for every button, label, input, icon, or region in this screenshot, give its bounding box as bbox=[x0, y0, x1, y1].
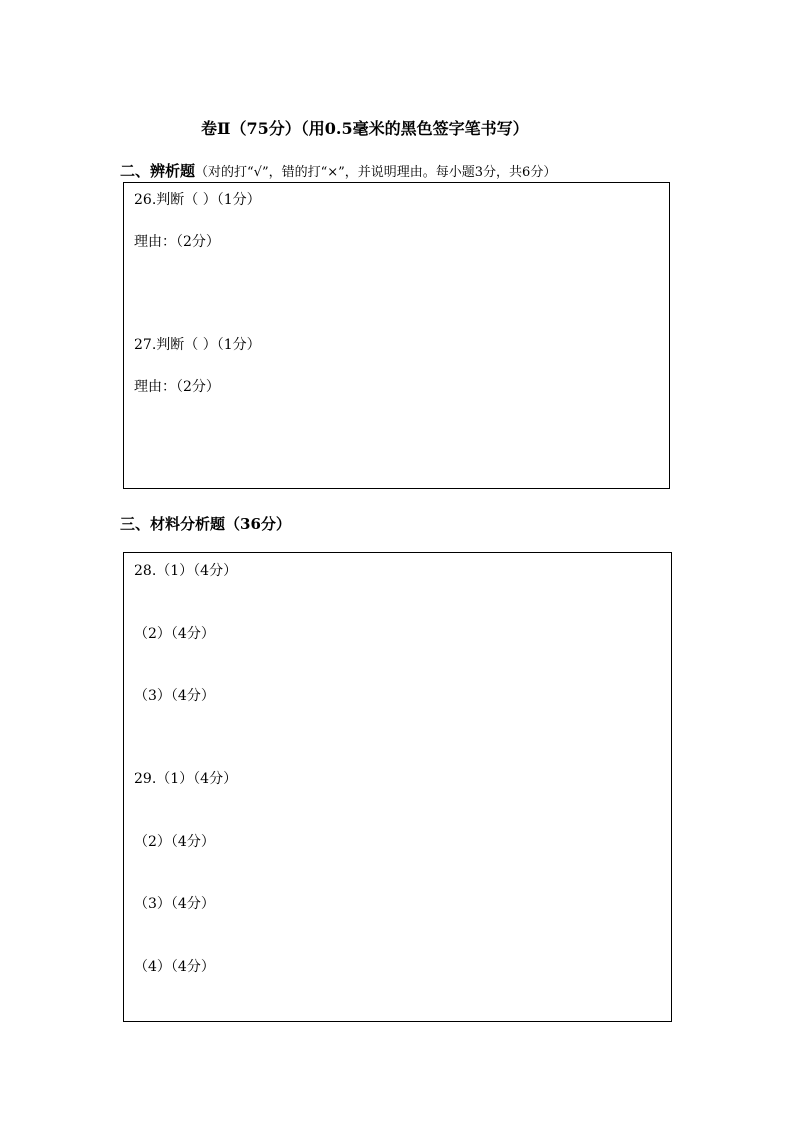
question-29-part-3: （3）（4分） bbox=[134, 896, 215, 912]
answer-box-discrimination[interactable] bbox=[123, 182, 670, 489]
question-27-reason: 理由：（2分） bbox=[134, 379, 220, 395]
question-28-part-2: （2）（4分） bbox=[134, 626, 215, 642]
section-heading-material-analysis: 三、材料分析题（36分） bbox=[120, 515, 291, 533]
question-26-reason: 理由：（2分） bbox=[134, 234, 220, 250]
answer-box-material-analysis[interactable] bbox=[123, 552, 672, 1022]
section-title: 二、辨析题 bbox=[120, 162, 196, 180]
question-26-judgement: 26.判断（ ）（1分） bbox=[134, 192, 261, 208]
question-29-part-1: 29.（1）（4分） bbox=[134, 771, 238, 787]
question-28-part-3: （3）（4分） bbox=[134, 688, 215, 704]
page-title: 卷Ⅱ（75分）（用0.5毫米的黑色签字笔书写） bbox=[201, 119, 529, 138]
question-27-judgement: 27.判断（ ）（1分） bbox=[134, 337, 261, 353]
section-instructions: （对的打“√”，错的打“×”，并说明理由。每小题3分，共6分） bbox=[195, 165, 557, 180]
question-29-part-2: （2）（4分） bbox=[134, 834, 215, 850]
section-heading-discrimination bbox=[120, 160, 556, 181]
question-29-part-4: （4）（4分） bbox=[134, 959, 215, 975]
question-28-part-1: 28.（1）（4分） bbox=[134, 563, 238, 579]
